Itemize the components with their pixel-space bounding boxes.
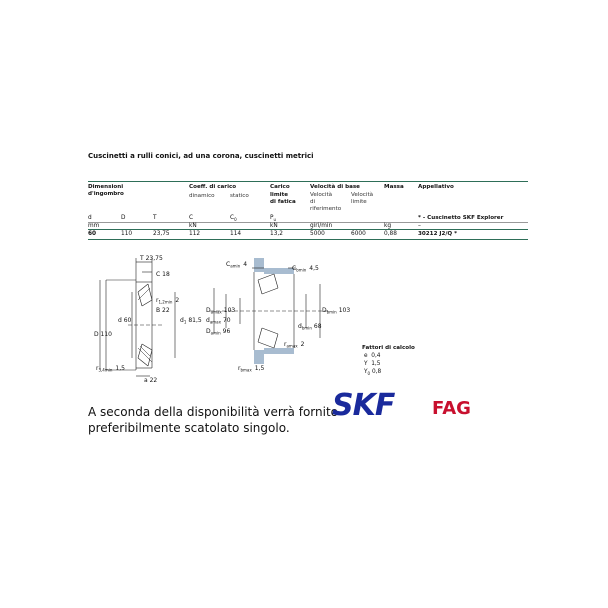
calculation-factors: [362, 344, 415, 378]
table-units-rule: [88, 222, 528, 223]
value-limit-speed: 6000: [351, 231, 366, 237]
value-Pu: 13,2: [270, 231, 283, 237]
label-dbmin: $d_{bmin}$ 68: [298, 323, 322, 331]
unit-kN: kN: [189, 223, 197, 229]
label-T: T 23,75: [140, 255, 163, 262]
label-Cb: $C_{bmin}$ 4,5: [292, 265, 319, 273]
factors-title: Fattori di calcolo: [362, 345, 415, 351]
unit-mm: mm: [88, 223, 100, 229]
subheader-static: statico: [230, 193, 249, 199]
header-speed: Velocità di base: [310, 184, 360, 190]
page-title: Cuscinetti a rulli conici, ad una corona, cuscinetti metrici: [88, 152, 314, 160]
label-B: B 22: [156, 307, 170, 314]
unit-kN-fatigue: kN: [270, 223, 278, 229]
header-mass: Massa: [384, 184, 404, 190]
fag-logo: FAG: [432, 398, 471, 419]
label-r12: $r_{1,2min}$ 2: [156, 297, 180, 305]
value-d: 60: [88, 231, 97, 237]
unit-kg: kg: [384, 223, 392, 229]
unit-rpm: giri/min: [310, 223, 333, 229]
symbol-Pu: $P_u$: [270, 215, 277, 223]
skf-logo: SKF: [332, 388, 395, 423]
label-r34: $r_{3,4min}$ 1,5: [96, 365, 125, 373]
availability-caption: A seconda della disponibilità verrà fornito preferibilmente scatolato singolo.: [88, 405, 339, 435]
explorer-note: * - Cuscinetto SKF Explorer: [418, 215, 504, 221]
unit-dash: –: [418, 223, 421, 229]
header-dimensions: Dimensioni d'ingombro: [88, 184, 124, 197]
symbol-C0: $C_0$: [230, 215, 237, 223]
label-C: C 18: [156, 271, 170, 278]
symbol-T: T: [153, 215, 157, 221]
header-designation: Appellativo: [418, 184, 454, 190]
table-row-rule: [88, 229, 528, 230]
label-d: d 60: [118, 317, 132, 324]
value-C0: 114: [230, 231, 242, 237]
header-fatigue-load: Carico limite di fatica: [270, 184, 296, 205]
label-Damin: $D_{amin}$ 96: [206, 328, 231, 336]
symbol-C: C: [189, 215, 194, 221]
value-mass: 0,88: [384, 231, 397, 237]
label-Dbmin: $D_{bmin}$ 103: [322, 307, 351, 315]
symbol-d: d: [88, 215, 92, 221]
header-coefficients: Coeff. di carico: [189, 184, 237, 190]
label-damax: $d_{amax}$ 70: [206, 317, 231, 325]
label-ramax: $r_{amax}$ 2: [284, 341, 305, 349]
mounting-dimensions-drawing: [200, 254, 360, 376]
subheader-limit-speed: Velocità limite: [351, 192, 374, 205]
label-Damax: $D_{amax}$ 103: [206, 307, 236, 315]
value-T: 23,75: [153, 231, 170, 237]
factor-e: e 0,4: [364, 353, 381, 359]
label-D: D 110: [94, 331, 112, 338]
value-C: 112: [189, 231, 201, 237]
label-d1: $d_1$ 81,5: [180, 317, 202, 325]
symbol-D: D: [121, 215, 126, 221]
subheader-reference-speed: Velocità di riferimento: [310, 192, 342, 212]
value-designation[interactable]: 30212 J2/Q *: [418, 231, 458, 237]
value-D: 110: [121, 231, 133, 237]
factor-Y: Y 1,5: [364, 361, 381, 367]
value-ref-speed: 5000: [310, 231, 325, 237]
table-bottom-rule: [88, 239, 528, 240]
table-top-rule: [88, 181, 528, 182]
label-rbmax: $r_{bmax}$ 1,5: [238, 365, 265, 373]
subheader-dynamic: dinamico: [189, 193, 215, 199]
label-Ca: $C_{amin}$ 4: [226, 261, 248, 269]
label-a: a 22: [144, 377, 158, 384]
factor-Y0: $Y_0$ 0,8: [364, 369, 382, 377]
